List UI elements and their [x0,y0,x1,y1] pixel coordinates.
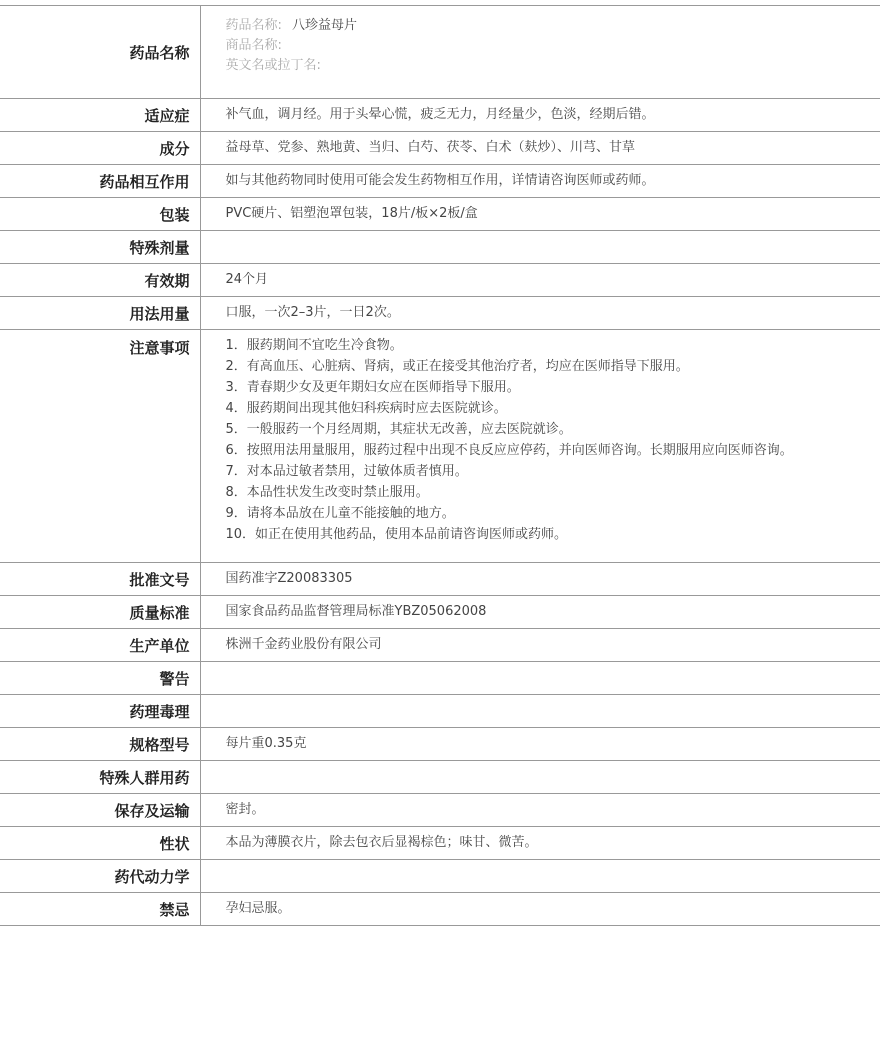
appearance-label: 性状 [0,827,200,860]
approval-value: 国药准字Z20083305 [200,563,880,596]
indications-label: 适应症 [0,99,200,132]
trade-name-line [226,36,821,56]
manufacturer-label: 生产单位 [0,629,200,662]
ingredients-label: 成分 [0,132,200,165]
standard-label: 质量标准 [0,596,200,629]
package-label: 包装 [0,198,200,231]
contraindications-value: 孕妇忌服。 [200,893,880,926]
precaution-item: 7．对本品过敏者禁用，过敏体质者慎用。 [225,464,468,479]
interactions-value: 如与其他药物同时使用可能会发生药物相互作用，详情请咨询医师或药师。 [200,165,880,198]
precaution-item: 1．服药期间不宜吃生冷食物。 [225,338,403,353]
precaution-item: 8．本品性状发生改变时禁止服用。 [225,485,429,500]
interactions-label: 药品相互作用 [0,165,200,198]
approval-label: 批准文号 [0,563,200,596]
table-row [0,6,880,99]
appearance-value: 本品为薄膜衣片，除去包衣后显褐棕色；味甘、微苦。 [200,827,880,860]
precaution-item: 2．有高血压、心脏病、肾病，或正在接受其他治疗者，均应在医师指导下服用。 [225,359,689,374]
table-row [0,860,880,893]
table-row [0,165,880,198]
special-dosage-value [200,231,880,264]
name-label: 药品名称 [0,6,200,99]
name-cell [200,6,880,99]
special-groups-value [200,761,880,794]
generic-name-line [226,16,821,36]
table-row [0,99,880,132]
trade-name-key: 商品名称: [225,38,282,53]
drug-spec-table [0,5,880,926]
pharmacokinetics-label: 药代动力学 [0,860,200,893]
pharmacokinetics-value [200,860,880,893]
table-row [0,893,880,926]
precaution-item: 9．请将本品放在儿童不能接触的地方。 [225,506,455,521]
table-row [0,132,880,165]
table-row [0,330,880,563]
table-row [0,596,880,629]
table-row [0,297,880,330]
precaution-item: 6．按照用法用量服用，服药过程中出现不良反应应停药，并向医师咨询。长期服用应向医师咨询。 [225,443,793,458]
spec-value: 每片重0.35克 [200,728,880,761]
standard-value: 国家食品药品监督管理局标准YBZ05062008 [200,596,880,629]
english-name-line [226,56,821,76]
toxicology-label: 药理毒理 [0,695,200,728]
table-row [0,264,880,297]
expiry-value: 24个月 [200,264,880,297]
special-groups-label: 特殊人群用药 [0,761,200,794]
warning-value [200,662,880,695]
storage-label: 保存及运输 [0,794,200,827]
table-row [0,662,880,695]
table-row [0,563,880,596]
precaution-item: 3．青春期少女及更年期妇女应在医师指导下服用。 [225,380,520,395]
english-name-key: 英文名或拉丁名: [225,58,321,73]
table-row [0,695,880,728]
precaution-item: 5．一般服药一个月经周期，其症状无改善，应去医院就诊。 [225,422,572,437]
warning-label: 警告 [0,662,200,695]
generic-name-value: 八珍益母片 [292,18,358,33]
precaution-item: 10．如正在使用其他药品，使用本品前请咨询医师或药师。 [225,527,568,542]
table-row [0,198,880,231]
table-row [0,728,880,761]
precautions-label: 注意事项 [0,330,200,563]
expiry-label: 有效期 [0,264,200,297]
ingredients-value: 益母草、党参、熟地黄、当归、白芍、茯苓、白术（麸炒）、川芎、甘草 [200,132,880,165]
usage-value: 口服，一次2–3片，一日2次。 [200,297,880,330]
usage-label: 用法用量 [0,297,200,330]
table-row [0,794,880,827]
contraindications-label: 禁忌 [0,893,200,926]
table-row [0,761,880,794]
manufacturer-value: 株洲千金药业股份有限公司 [200,629,880,662]
toxicology-value [200,695,880,728]
precautions-value [200,330,880,563]
special-dosage-label: 特殊剂量 [0,231,200,264]
precaution-item: 4．服药期间出现其他妇科疾病时应去医院就诊。 [225,401,507,416]
table-row [0,629,880,662]
spec-label: 规格型号 [0,728,200,761]
generic-name-key: 药品名称: [225,18,282,33]
indications-value: 补气血，调月经。用于头晕心慌，疲乏无力，月经量少，色淡，经期后错。 [200,99,880,132]
table-row [0,231,880,264]
table-row [0,827,880,860]
storage-value: 密封。 [200,794,880,827]
package-value: PVC硬片、铝塑泡罩包装，18片/板×2板/盒 [200,198,880,231]
